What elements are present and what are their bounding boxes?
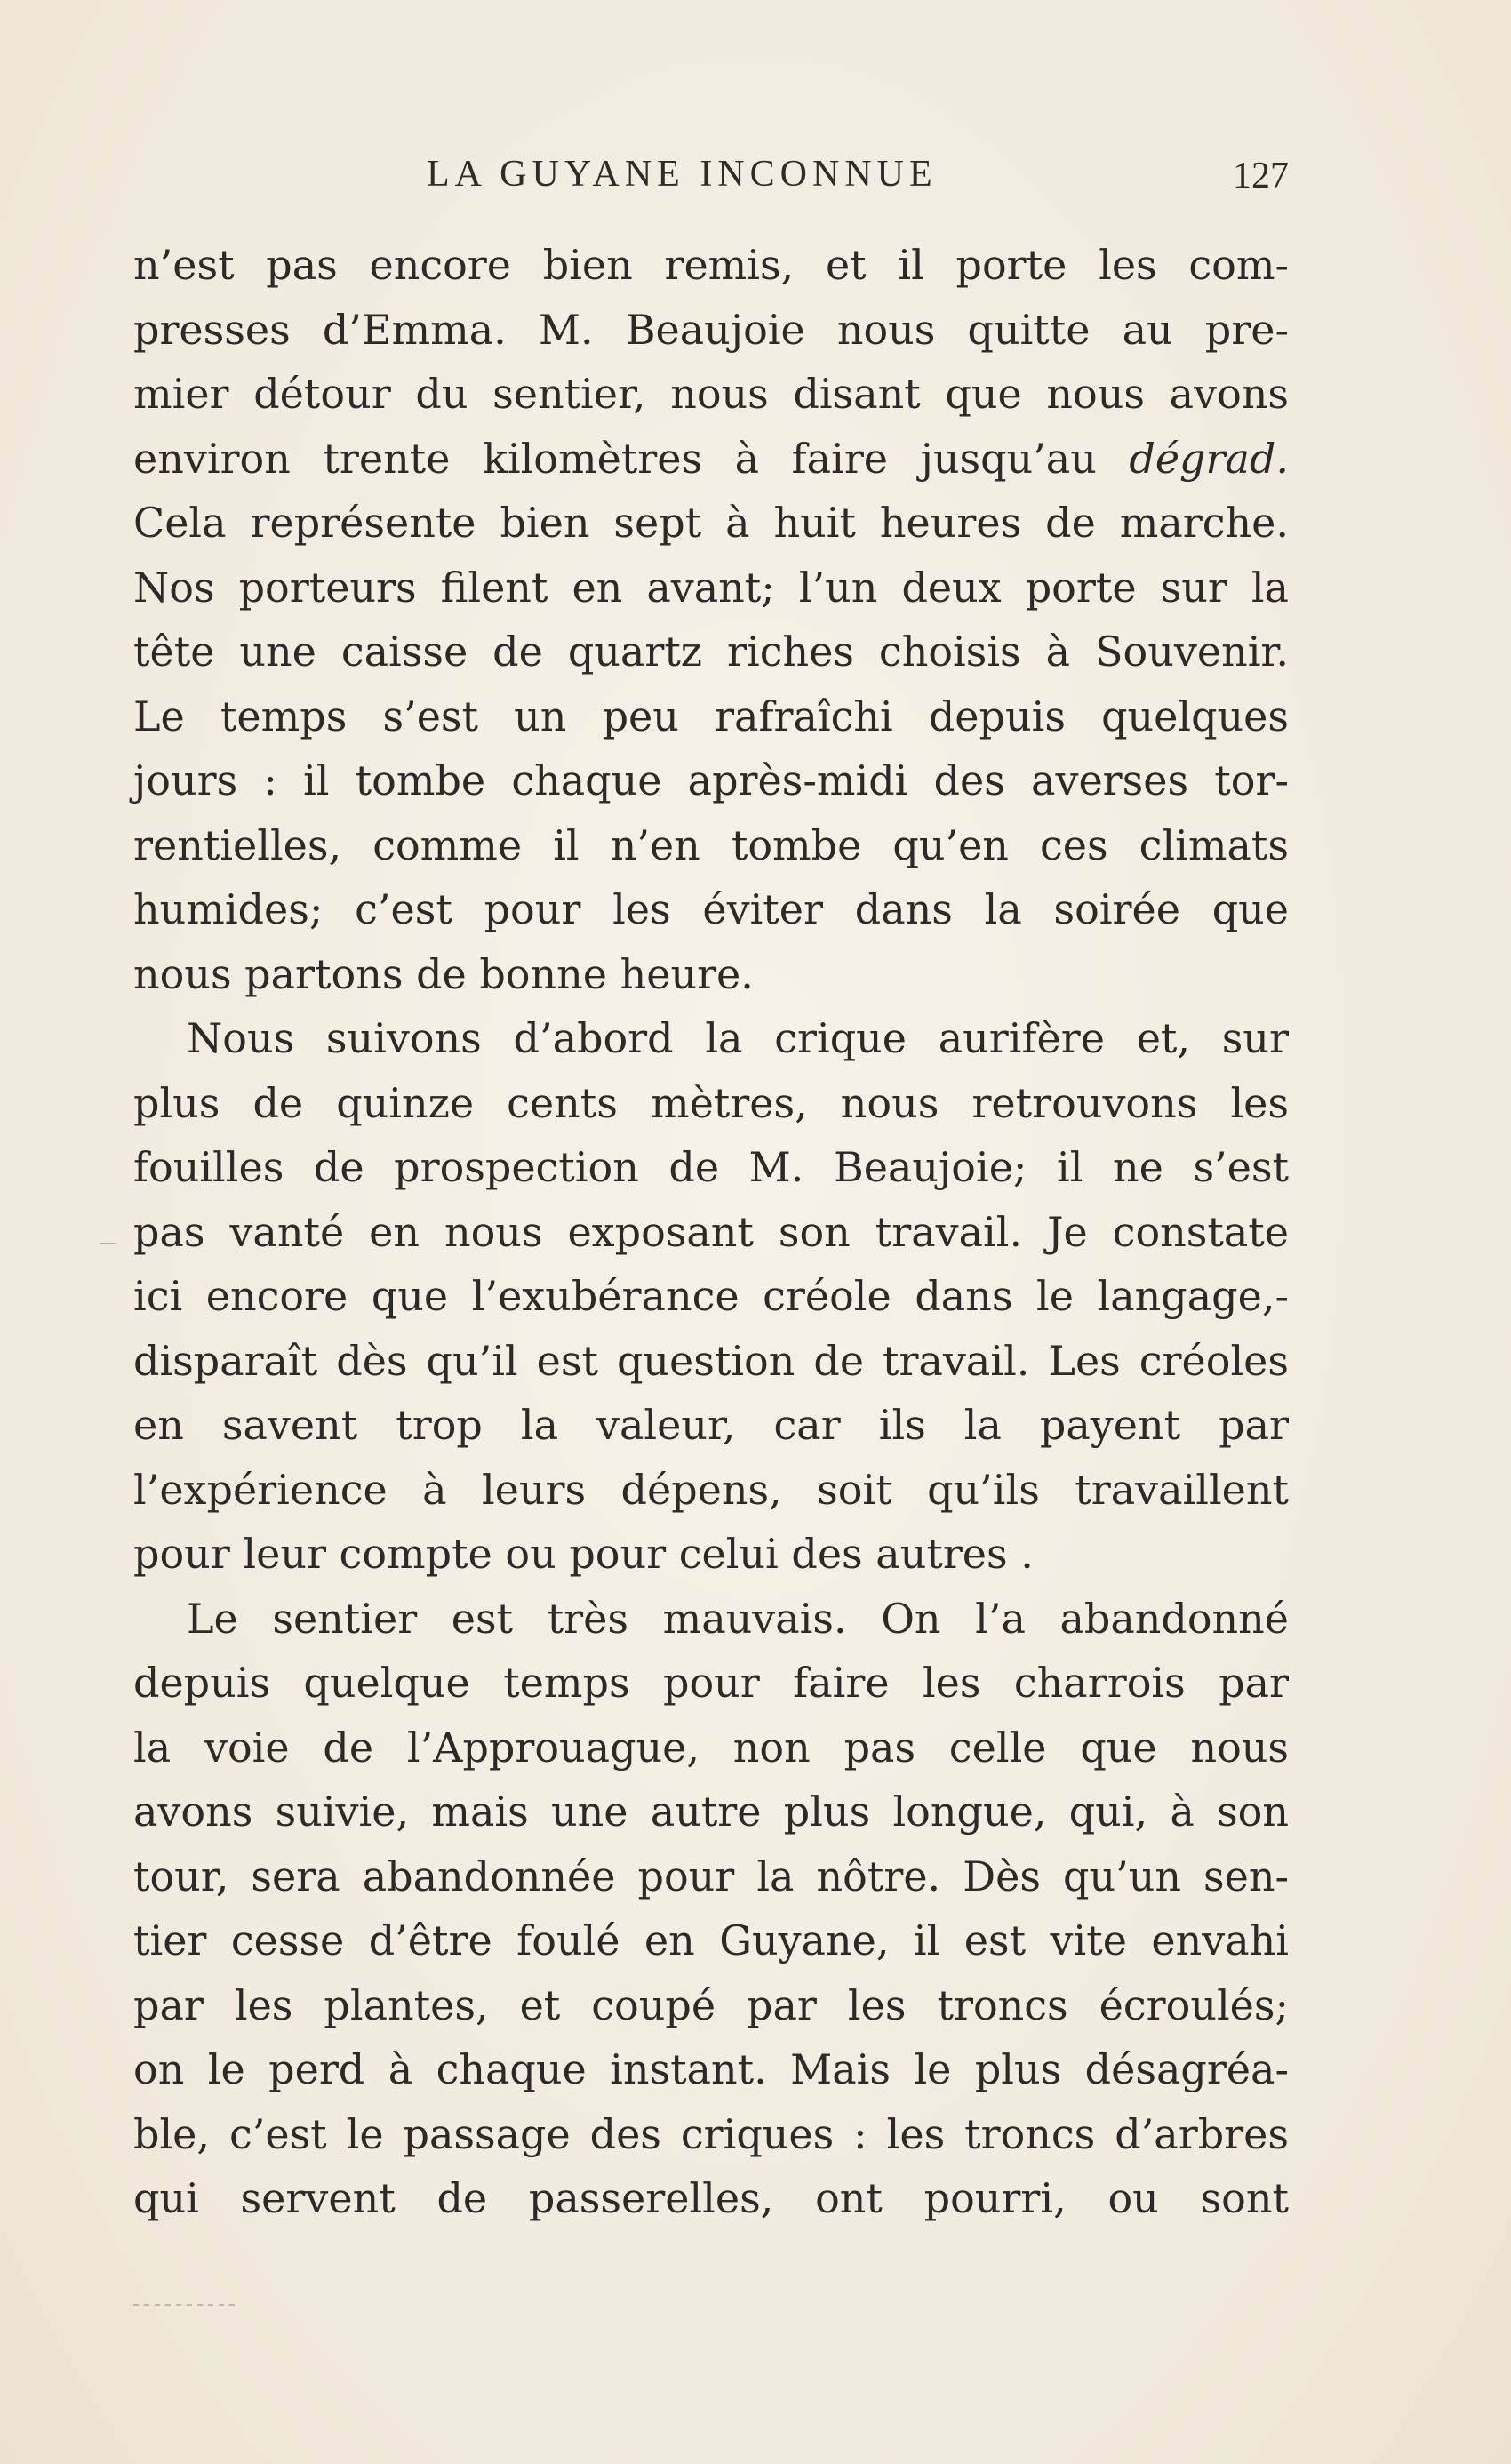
text-line: on le perd à chaque instant. Mais le plus désagréa- [133,2045,1289,2093]
text-line: avons suivie, mais une autre plus longue, qui, à son [133,1788,1289,1836]
text-line: plus de quinze cents mètres, nous retrouvons les [133,1078,1289,1127]
text-line: ici encore que l’exubérance créole dans le langage,- [133,1272,1289,1320]
text-line: pas vanté en nous exposant son travail. Je constate [133,1207,1289,1256]
text-line: Le sentier est très mauvais. On l’a abandonné [187,1594,1289,1643]
text-line: par les plantes, et coupé par les troncs écroulés; [133,1980,1289,2029]
text-line: mier détour du sentier, nous disant que nous avons [133,370,1289,418]
text-line: humides; c’est pour les éviter dans la soirée que [133,885,1289,933]
text-line: fouilles de prospection de M. Beaujoie; il ne s’est [133,1143,1289,1191]
text-line: nous partons de bonne heure. [133,949,754,998]
text-line: ble, c’est le passage des criques : les troncs d’arbres [133,2109,1289,2158]
text-line: n’est pas encore bien remis, et il porte les com- [133,241,1289,289]
text-line: l’expérience à leurs dépens, soit qu’ils travaillent [133,1465,1289,1514]
text-line: depuis quelque temps pour faire les charrois par [133,1659,1289,1707]
text-line: Le temps s’est un peu rafraîchi depuis quelques [133,692,1289,740]
text-line: tier cesse d’être foulé en Guyane, il est vite envahi [133,1916,1289,1964]
text-line-with-italic [133,427,1289,492]
text-line: Nous suivons d’abord la crique aurifère et, sur [187,1014,1289,1062]
running-head [133,153,1289,206]
body-text [133,233,1289,2231]
footer-mark [133,2304,240,2306]
running-title: LA GUYANE INCONNUE [427,154,938,195]
text-line: la voie de l’Approuague, non pas celle que nous [133,1723,1289,1772]
text-line: Cela représente bien sept à huit heures de marche. [133,499,1289,547]
text-fragment: environ trente kilomètres à faire jusqu’au [133,434,1130,483]
margin-mark [100,1243,116,1244]
text-line: disparaît dès qu’il est question de travail. Les créoles [133,1336,1289,1385]
text-line: rentielles, comme il n’en tombe qu’en ces climats [133,820,1289,869]
text-line: tour, sera abandonnée pour la nôtre. Dès qu’un sen- [133,1852,1289,1900]
text-line: jours : il tombe chaque après-midi des averses tor- [133,756,1289,804]
page-number: 127 [1233,156,1289,196]
text-line: presses d’Emma. M. Beaujoie nous quitte au pre- [133,305,1289,354]
text-line: en savent trop la valeur, car ils la payent par [133,1401,1289,1449]
text-line: qui servent de passerelles, ont pourri, ou sont [133,2174,1289,2222]
italic-term: dégrad. [1129,434,1289,483]
text-line: tête une caisse de quartz riches choisis à Souvenir. [133,628,1289,676]
text-line: pour leur compte ou pour celui des autres . [133,1530,1034,1578]
text-line: Nos porteurs filent en avant; l’un deux porte sur la [133,563,1289,612]
